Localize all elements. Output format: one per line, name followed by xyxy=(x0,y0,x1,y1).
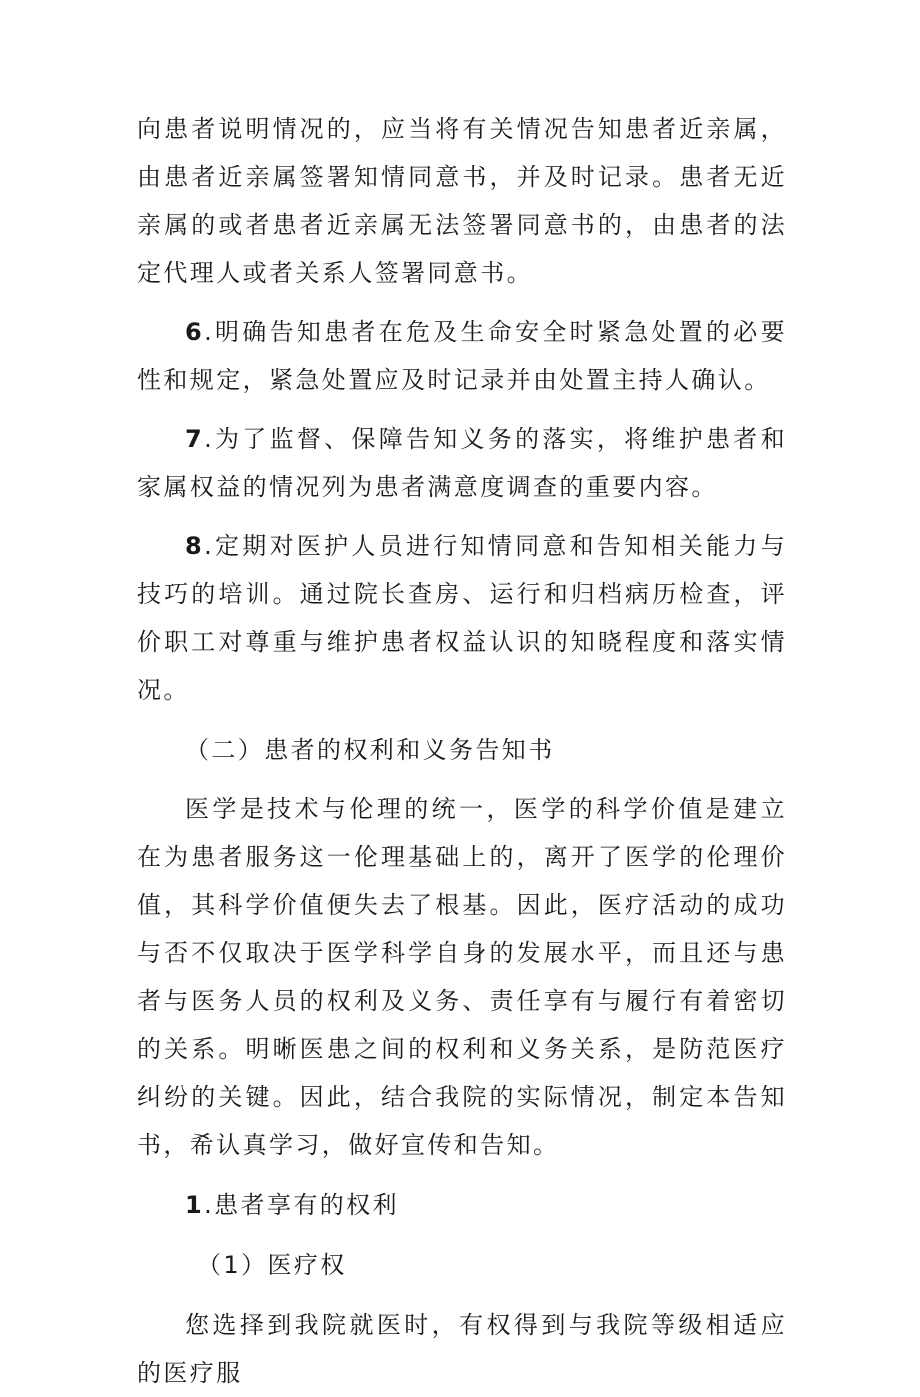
item-number: 1 xyxy=(185,1191,205,1219)
item-text: .患者享有的权利 xyxy=(204,1191,399,1219)
item-text: .定期对医护人员进行知情同意和告知相关能力与技巧的培训。通过院长查房、运行和归档病历检查，评价职工对尊重与维护患者权益认识的知晓程度和落实情况。 xyxy=(137,532,787,704)
item-text: .明确告知患者在危及生命安全时紧急处置的必要性和规定，紧急处置应及时记录并由处置主持人确认。 xyxy=(137,318,787,394)
item-number: 8 xyxy=(185,532,205,560)
rights-heading xyxy=(137,1181,787,1229)
paragraph-medical-right: 您选择到我院就医时，有权得到与我院等级相适应的医疗服 xyxy=(137,1311,787,1387)
paragraph-item-7 xyxy=(137,415,787,511)
paragraph-item-6 xyxy=(137,308,787,404)
item-number: 6 xyxy=(185,318,205,346)
item-text: .为了监督、保障告知义务的落实，将维护患者和家属权益的情况列为患者满意度调查的重要内容。 xyxy=(137,425,787,501)
medical-right-heading: （1）医疗权 xyxy=(197,1251,347,1279)
item-number: 7 xyxy=(185,425,205,453)
section-heading: （二）患者的权利和义务告知书 xyxy=(185,736,555,764)
paragraph-item-8 xyxy=(137,522,787,714)
document-body xyxy=(137,105,787,1397)
paragraph-intro: 医学是技术与伦理的统一，医学的科学价值是建立在为患者服务这一伦理基础上的，离开了医学的伦理价值，其科学价值便失去了根基。因此，医疗活动的成功与否不仅取决于医学科学自身的发展水平，而且还与患者与医务人员的权利及义务、责任享有与履行有着密切的关系。明晰医患之间的权利和义务关系，是防范医疗纠纷的关键。因此，结合我院的实际情况，制定本告知书，希认真学习，做好宣传和告知。 xyxy=(137,795,787,1159)
paragraph-continuation: 向患者说明情况的，应当将有关情况告知患者近亲属，由患者近亲属签署知情同意书，并及时记录。患者无近亲属的或者患者近亲属无法签署同意书的，由患者的法定代理人或者关系人签署同意书。 xyxy=(137,115,787,287)
